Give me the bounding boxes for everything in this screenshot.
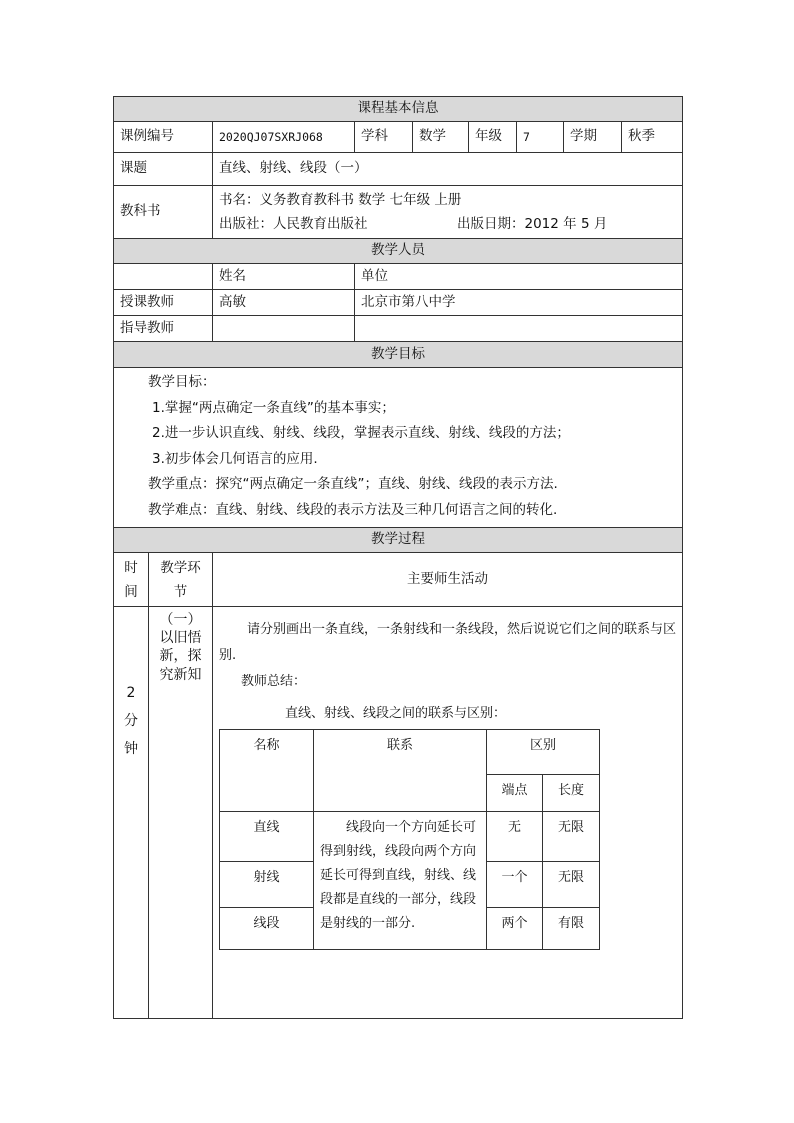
mentor-label: 指导教师 (114, 316, 213, 342)
compare-row-name: 线段 (220, 908, 314, 950)
time-header-char: 时 (124, 559, 138, 576)
time-char: 分 (124, 713, 138, 729)
section-staff: 教学人员 (114, 239, 683, 264)
teacher-unit: 北京市第八中学 (355, 290, 683, 316)
lesson-plan-table (113, 96, 683, 1019)
compare-difference-header: 区别 (487, 730, 600, 775)
stage-line: 新，探 (159, 648, 202, 665)
staff-name-header: 姓名 (213, 264, 355, 290)
stage-cell (149, 607, 213, 1019)
textbook-info (213, 186, 683, 239)
time-cell (114, 607, 149, 1019)
mentor-name (213, 316, 355, 342)
textbook-publication (219, 212, 676, 236)
textbook-title: 书名：义务教育教科书 数学 七年级 上册 (219, 192, 462, 208)
compare-row-length: 无限 (543, 862, 600, 908)
stage-line: （一） (159, 612, 202, 628)
teacher-summary: 教师总结： (241, 674, 307, 689)
teacher-name: 高敏 (213, 290, 355, 316)
stage-header-line: 节 (173, 583, 188, 600)
section-goals: 教学目标 (114, 342, 683, 368)
activity-header: 主要师生活动 (213, 553, 683, 607)
compare-row-endpoint: 一个 (487, 862, 543, 908)
activity-intro: 请分别画出一条直线，一条射线和一条线段，然后说说它们之间的联系与区别. (219, 622, 677, 663)
mentor-unit (355, 316, 683, 342)
stage-line: 以旧悟 (159, 630, 202, 647)
goal-item: 1.掌握“两点确定一条直线”的基本事实； (152, 399, 395, 416)
grade-label: 年级 (469, 122, 517, 153)
compare-row-length: 有限 (543, 908, 600, 950)
compare-endpoint-header: 端点 (487, 775, 543, 812)
case-no-value: 2020QJ07SXRJ068 (213, 122, 355, 153)
difficulty-point: 教学难点：直线、射线、线段的表示方法及三种几何语言之间的转化. (148, 501, 558, 518)
goal-item: 3.初步体会几何语言的应用. (152, 450, 318, 467)
staff-empty-cell (114, 264, 213, 290)
grade-value: 7 (517, 122, 564, 153)
stage-header-line: 教学环 (160, 559, 201, 576)
stage-header (149, 553, 213, 607)
compare-row-endpoint: 无 (487, 812, 543, 862)
time-header-char: 间 (124, 583, 138, 600)
goal-item: 2.进一步认识直线、射线、线段，掌握表示直线、射线、线段的方法； (152, 425, 570, 441)
time-char: 2 (126, 685, 136, 701)
compare-row-endpoint: 两个 (487, 908, 543, 950)
compare-title: 直线、射线、线段之间的联系与区别： (285, 706, 507, 721)
textbook-date: 出版日期：2012 年 5 月 (457, 216, 608, 232)
term-label: 学期 (564, 122, 622, 153)
stage-line: 究新知 (159, 666, 202, 683)
topic-value: 直线、射线、线段（一） (213, 153, 683, 186)
compare-row-name: 射线 (220, 862, 314, 908)
key-point: 教学重点：探究“两点确定一条直线”；直线、射线、线段的表示方法. (148, 476, 558, 492)
section-process: 教学过程 (114, 528, 683, 553)
activity-cell (213, 607, 683, 1019)
subject-label: 学科 (355, 122, 413, 153)
compare-relation-header: 联系 (314, 730, 487, 812)
compare-table (219, 729, 600, 950)
textbook-publisher: 出版社：人民教育出版社 (219, 216, 368, 232)
subject-value: 数学 (413, 122, 469, 153)
compare-length-header: 长度 (543, 775, 600, 812)
compare-relation-paragraph: 线段向一个方向延长可得到射线，线段向两个方向延长可得到直线，射线、线段都是直线的一部分，线段是射线的一部分. (320, 820, 477, 931)
time-char: 钟 (124, 741, 138, 757)
compare-row-name: 直线 (220, 812, 314, 862)
term-value: 秋季 (622, 122, 683, 153)
time-header (114, 553, 149, 607)
compare-name-header: 名称 (220, 730, 314, 812)
topic-label: 课题 (114, 153, 213, 186)
teacher-label: 授课教师 (114, 290, 213, 316)
staff-unit-header: 单位 (355, 264, 683, 290)
goals-content (114, 368, 683, 528)
section-basic-info: 课程基本信息 (114, 97, 683, 122)
case-no-label: 课例编号 (114, 122, 213, 153)
textbook-label: 教科书 (114, 186, 213, 239)
compare-row-length: 无限 (543, 812, 600, 862)
goals-title: 教学目标： (148, 374, 216, 390)
compare-relation-text (314, 812, 487, 950)
